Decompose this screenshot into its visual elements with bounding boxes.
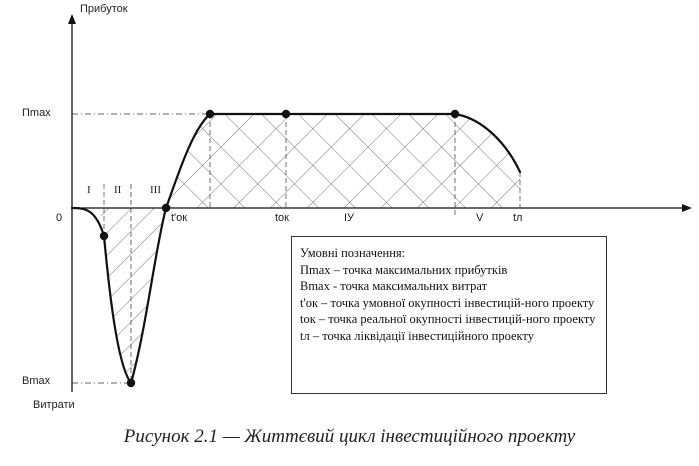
t-ok-prime-label: t'ок <box>171 212 188 224</box>
phase-label-1: I <box>87 184 91 196</box>
point-pmax-end <box>451 110 459 118</box>
point-bmax <box>127 379 135 387</box>
y-axis-negative-label: Витрати <box>33 399 75 411</box>
legend-item-bmax: Вmax - точка максимальних витрат <box>300 279 488 293</box>
point-t-ok-prime <box>162 204 170 212</box>
y-axis-arrow <box>68 14 76 24</box>
point-t-ok <box>282 110 290 118</box>
legend-title: Умовні позначення: <box>300 246 406 260</box>
legend-box <box>291 236 607 394</box>
t-l-label: tл <box>513 212 523 224</box>
pmax-label: Пmax <box>22 107 51 119</box>
point-pmax-start <box>206 110 214 118</box>
legend-item-t-ok-prime: t'ок – точка умовної окупності інвестицій-ного проекту <box>300 295 595 310</box>
legend-item-t-ok: tок – точка реальної окупності інвестицій-ного проекту <box>300 312 596 326</box>
phase-label-3: III <box>150 184 161 196</box>
x-axis-arrow <box>682 204 692 212</box>
bmax-label: Вmax <box>22 375 51 387</box>
origin-label: 0 <box>56 212 63 224</box>
legend-item-pmax: Пmax – точка максимальних прибутків <box>300 262 508 277</box>
phase-label-2: II <box>114 184 122 196</box>
legend-item-t-l: tл – точка ліквідації інвестиційного проекту <box>300 328 534 343</box>
phase-label-4: IУ <box>344 212 355 224</box>
figure-caption: Рисунок 2.1 — Життєвий цикл інвестиційного проекту <box>123 426 576 447</box>
profit-area-hatch-b <box>166 114 520 208</box>
y-axis-positive-label: Прибуток <box>80 3 128 15</box>
point-phase-1-end <box>100 232 108 240</box>
phase-label-5: V <box>476 212 484 224</box>
t-ok-label: tок <box>275 212 289 224</box>
